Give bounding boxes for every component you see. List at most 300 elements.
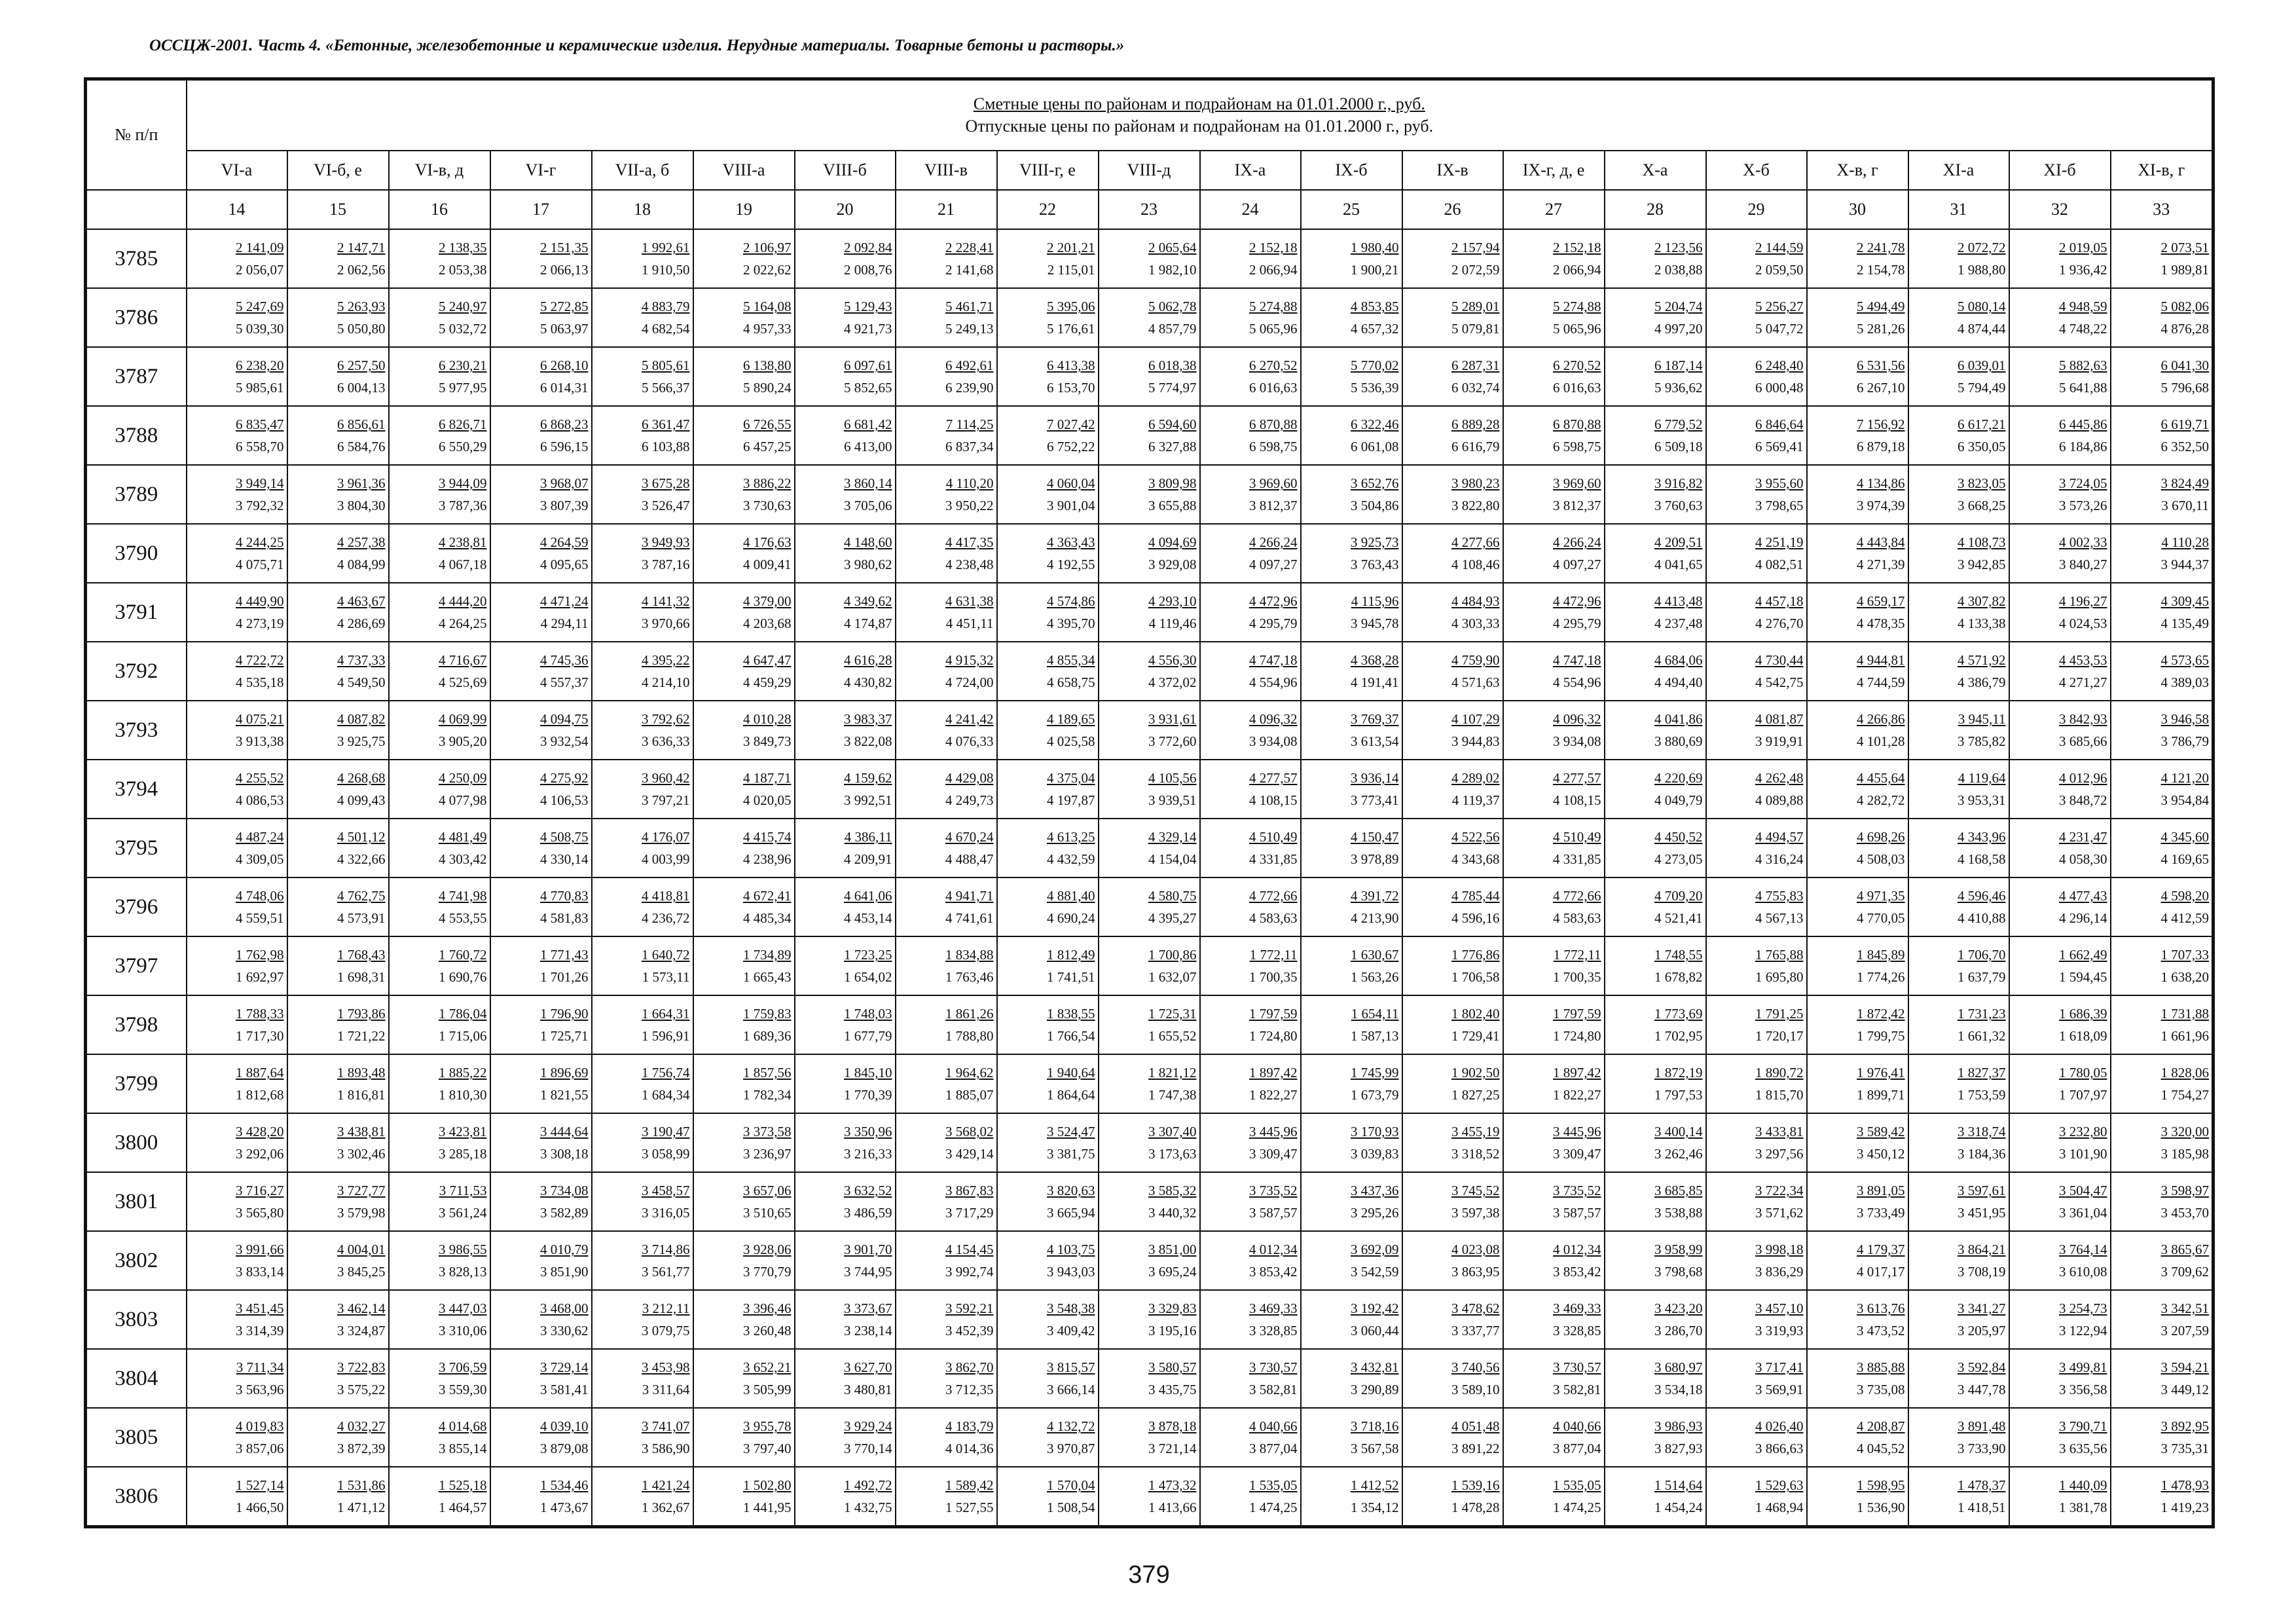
release-price: 1 721,22 xyxy=(337,1028,386,1044)
estimated-price: 3 986,55 xyxy=(439,1242,487,1257)
row-number: 3795 xyxy=(86,819,187,877)
price-cell xyxy=(389,1054,490,1113)
estimated-price: 2 152,18 xyxy=(1249,240,1298,255)
estimated-price: 3 928,06 xyxy=(743,1242,792,1257)
price-cell xyxy=(1402,406,1503,465)
release-price: 1 690,76 xyxy=(439,969,487,985)
release-price: 5 977,95 xyxy=(439,380,487,396)
release-price: 1 724,80 xyxy=(1249,1028,1298,1044)
price-cell xyxy=(1099,877,1200,936)
release-price: 3 561,77 xyxy=(642,1264,690,1280)
release-price: 6 103,88 xyxy=(642,439,690,454)
price-cell xyxy=(490,877,592,936)
estimated-price: 4 293,10 xyxy=(1148,593,1197,609)
price-cell xyxy=(693,1054,795,1113)
release-price: 4 049,79 xyxy=(1654,792,1703,808)
document-header: ОССЦЖ-2001. Часть 4. «Бетонные, железобетонные и керамические изделия. Нерудные материалы. Товарные бетоны и растворы.» xyxy=(149,37,1125,54)
price-cell xyxy=(1402,1349,1503,1408)
release-price: 5 065,96 xyxy=(1553,321,1601,337)
estimated-price: 3 718,16 xyxy=(1351,1418,1399,1434)
price-cell xyxy=(389,1408,490,1467)
release-price: 6 327,88 xyxy=(1148,439,1197,454)
table-row xyxy=(86,583,2214,642)
price-cell xyxy=(997,936,1099,995)
release-price: 1 864,64 xyxy=(1047,1087,1095,1103)
release-price: 3 992,51 xyxy=(844,792,892,808)
estimated-price: 3 597,61 xyxy=(1958,1183,2006,1198)
price-cell xyxy=(187,347,287,406)
release-price: 4 089,88 xyxy=(1755,792,1804,808)
release-price: 3 744,95 xyxy=(844,1264,892,1280)
release-price: 3 579,98 xyxy=(337,1205,386,1221)
release-price: 6 598,75 xyxy=(1249,439,1298,454)
estimated-price: 4 275,92 xyxy=(540,770,589,786)
release-price: 3 665,94 xyxy=(1047,1205,1095,1221)
release-price: 3 058,99 xyxy=(642,1146,690,1162)
estimated-price: 1 760,72 xyxy=(439,947,487,963)
estimated-price: 3 860,14 xyxy=(844,475,892,491)
price-cell xyxy=(1807,1231,1908,1290)
estimated-price: 3 504,47 xyxy=(2059,1183,2107,1198)
estimated-price: 2 152,18 xyxy=(1553,240,1601,255)
estimated-price: 4 698,26 xyxy=(1857,829,1905,845)
release-price: 3 786,79 xyxy=(2160,733,2210,749)
release-price: 3 309,47 xyxy=(1553,1146,1601,1162)
release-price: 3 575,22 xyxy=(337,1382,386,1397)
release-price: 1 822,27 xyxy=(1249,1087,1298,1103)
row-number: 3804 xyxy=(86,1349,187,1408)
price-cell xyxy=(2111,819,2214,877)
release-price: 3 877,04 xyxy=(1249,1441,1298,1456)
release-price: 6 558,70 xyxy=(236,439,284,454)
price-cell xyxy=(997,1054,1099,1113)
estimated-price: 4 631,38 xyxy=(945,593,994,609)
price-cell xyxy=(1503,347,1605,406)
release-price: 3 262,46 xyxy=(1654,1146,1703,1162)
release-price: 4 567,13 xyxy=(1755,910,1804,926)
release-price: 2 062,56 xyxy=(337,262,386,278)
estimated-price: 1 887,64 xyxy=(236,1065,284,1080)
estimated-price: 3 862,70 xyxy=(945,1359,994,1375)
release-price: 1 753,59 xyxy=(1958,1087,2006,1103)
release-price: 3 939,51 xyxy=(1148,792,1197,808)
price-cell xyxy=(1605,642,1706,701)
price-cell xyxy=(1200,288,1301,347)
price-cell xyxy=(2111,288,2214,347)
column-number: 20 xyxy=(795,190,896,229)
release-price: 4 657,32 xyxy=(1351,321,1399,337)
release-price: 4 276,70 xyxy=(1755,616,1804,631)
release-price: 4 025,58 xyxy=(1047,733,1095,749)
price-cell xyxy=(2111,347,2214,406)
estimated-price: 2 138,35 xyxy=(439,240,487,255)
price-cell xyxy=(795,701,896,760)
estimated-price: 6 726,55 xyxy=(743,416,792,432)
release-price: 4 521,41 xyxy=(1654,910,1703,926)
price-cell xyxy=(1605,1231,1706,1290)
estimated-price: 5 274,88 xyxy=(1553,299,1601,314)
release-price: 4 485,34 xyxy=(743,910,792,926)
price-cell xyxy=(896,1349,997,1408)
release-price: 3 925,75 xyxy=(337,733,386,749)
price-cell xyxy=(1908,1172,2009,1231)
price-cell xyxy=(187,288,287,347)
estimated-price: 4 105,56 xyxy=(1148,770,1197,786)
price-cell xyxy=(2009,288,2111,347)
release-price: 6 239,90 xyxy=(945,380,994,396)
release-price: 3 763,43 xyxy=(1351,557,1399,572)
price-cell xyxy=(287,760,389,819)
release-price: 1 782,34 xyxy=(743,1087,792,1103)
price-cell xyxy=(693,1467,795,1527)
release-price: 4 014,36 xyxy=(945,1441,994,1456)
price-cell xyxy=(1503,229,1605,288)
estimated-price: 3 592,84 xyxy=(1958,1359,2006,1375)
price-cell xyxy=(997,465,1099,524)
price-cell xyxy=(2111,1172,2214,1231)
district-header: VIII-в xyxy=(896,151,997,190)
release-price: 3 807,39 xyxy=(540,498,589,513)
price-cell xyxy=(997,229,1099,288)
estimated-price: 4 418,81 xyxy=(642,888,690,904)
price-cell xyxy=(187,465,287,524)
estimated-price: 4 148,60 xyxy=(844,534,892,550)
price-cell xyxy=(1706,347,1807,406)
estimated-price: 4 096,32 xyxy=(1553,711,1601,727)
estimated-price: 1 731,88 xyxy=(2160,1006,2210,1022)
estimated-price: 3 433,81 xyxy=(1755,1124,1804,1139)
price-cell xyxy=(389,406,490,465)
release-price: 1 508,54 xyxy=(1047,1500,1095,1515)
estimated-price: 4 196,27 xyxy=(2059,593,2107,609)
table-row xyxy=(86,1054,2214,1113)
price-cell xyxy=(997,1408,1099,1467)
estimated-price: 6 445,86 xyxy=(2059,416,2107,432)
release-price: 4 343,68 xyxy=(1451,851,1500,867)
release-price: 4 174,87 xyxy=(844,616,892,631)
release-price: 4 273,19 xyxy=(236,616,284,631)
price-cell xyxy=(2111,642,2214,701)
price-cell xyxy=(592,229,693,288)
column-number: 28 xyxy=(1605,190,1706,229)
estimated-price: 3 711,34 xyxy=(236,1359,284,1375)
estimated-price: 3 447,03 xyxy=(439,1301,487,1316)
release-price: 4 581,83 xyxy=(540,910,589,926)
release-price: 4 921,73 xyxy=(844,321,892,337)
estimated-price: 3 692,09 xyxy=(1351,1242,1399,1257)
release-price: 4 724,00 xyxy=(945,674,994,690)
price-cell xyxy=(592,1408,693,1467)
estimated-price: 4 039,10 xyxy=(540,1418,589,1434)
estimated-price: 1 478,93 xyxy=(2160,1477,2210,1493)
release-price: 1 724,80 xyxy=(1553,1028,1601,1044)
estimated-price: 4 329,14 xyxy=(1148,829,1197,845)
row-number: 3805 xyxy=(86,1408,187,1467)
price-cell xyxy=(1503,819,1605,877)
release-price: 1 677,79 xyxy=(844,1028,892,1044)
price-cell xyxy=(693,760,795,819)
price-cell xyxy=(592,288,693,347)
estimated-price: 4 150,47 xyxy=(1351,829,1399,845)
estimated-price: 5 272,85 xyxy=(540,299,589,314)
release-price: 4 316,24 xyxy=(1755,851,1804,867)
price-cell xyxy=(1301,760,1402,819)
price-cell xyxy=(1503,936,1605,995)
estimated-price: 4 616,28 xyxy=(844,652,892,668)
price-cell xyxy=(1706,819,1807,877)
price-cell xyxy=(1402,1113,1503,1172)
estimated-price: 4 759,90 xyxy=(1451,652,1500,668)
estimated-price: 4 107,29 xyxy=(1451,711,1500,727)
price-cell xyxy=(1200,701,1301,760)
price-cell xyxy=(2009,1290,2111,1349)
estimated-price: 6 681,42 xyxy=(844,416,892,432)
price-cell xyxy=(1605,288,1706,347)
release-price: 3 822,80 xyxy=(1451,498,1500,513)
price-cell xyxy=(693,229,795,288)
release-price: 3 538,88 xyxy=(1654,1205,1703,1221)
price-cell xyxy=(2009,1408,2111,1467)
estimated-price: 4 176,63 xyxy=(743,534,792,550)
estimated-price: 4 745,36 xyxy=(540,652,589,668)
estimated-price: 4 747,18 xyxy=(1249,652,1298,668)
estimated-price: 4 220,69 xyxy=(1654,770,1703,786)
estimated-price: 4 455,64 xyxy=(1857,770,1905,786)
estimated-price: 4 345,60 xyxy=(2160,829,2210,845)
release-price: 3 717,29 xyxy=(945,1205,994,1221)
estimated-price: 4 580,75 xyxy=(1148,888,1197,904)
price-cell xyxy=(693,819,795,877)
price-cell xyxy=(693,877,795,936)
price-cell xyxy=(592,1349,693,1408)
price-cell xyxy=(1503,760,1605,819)
release-price: 3 760,63 xyxy=(1654,498,1703,513)
estimated-price: 1 534,46 xyxy=(540,1477,589,1493)
price-cell xyxy=(287,1054,389,1113)
release-price: 1 910,50 xyxy=(642,262,690,278)
price-cell xyxy=(2009,406,2111,465)
price-cell xyxy=(2111,524,2214,583)
release-price: 3 943,03 xyxy=(1047,1264,1095,1280)
estimated-price: 3 892,95 xyxy=(2160,1418,2210,1434)
district-header: X-а xyxy=(1605,151,1706,190)
estimated-price: 3 727,77 xyxy=(337,1183,386,1198)
release-price: 3 919,91 xyxy=(1755,733,1804,749)
column-number: 25 xyxy=(1301,190,1402,229)
price-cell xyxy=(1200,347,1301,406)
estimated-price: 3 878,18 xyxy=(1148,1418,1197,1434)
estimated-price: 1 686,39 xyxy=(2059,1006,2107,1022)
estimated-price: 3 790,71 xyxy=(2059,1418,2107,1434)
estimated-price: 1 731,23 xyxy=(1958,1006,2006,1022)
release-price: 3 944,83 xyxy=(1451,733,1500,749)
release-price: 3 356,58 xyxy=(2059,1382,2107,1397)
price-cell xyxy=(1807,465,1908,524)
release-price: 5 281,26 xyxy=(1857,321,1905,337)
release-price: 3 597,38 xyxy=(1451,1205,1500,1221)
release-price: 3 712,35 xyxy=(945,1382,994,1397)
price-cell xyxy=(1706,877,1807,936)
price-cell xyxy=(1908,760,2009,819)
estimated-price: 4 094,75 xyxy=(540,711,589,727)
price-cell xyxy=(1099,465,1200,524)
column-number: 19 xyxy=(693,190,795,229)
release-price: 1 527,55 xyxy=(945,1500,994,1515)
estimated-price: 4 748,06 xyxy=(236,888,284,904)
price-cell xyxy=(1503,583,1605,642)
estimated-price: 1 440,09 xyxy=(2059,1477,2107,1493)
release-price: 6 004,13 xyxy=(337,380,386,396)
estimated-price: 4 450,52 xyxy=(1654,829,1703,845)
release-price: 3 185,98 xyxy=(2160,1146,2210,1162)
release-price: 3 236,97 xyxy=(743,1146,792,1162)
price-cell xyxy=(1807,1113,1908,1172)
estimated-price: 1 776,86 xyxy=(1451,947,1500,963)
estimated-price: 1 992,61 xyxy=(642,240,690,255)
district-header: VIII-а xyxy=(693,151,795,190)
release-price: 3 709,62 xyxy=(2160,1264,2210,1280)
price-cell xyxy=(693,936,795,995)
price-cell xyxy=(1605,1054,1706,1113)
price-cell xyxy=(1301,1054,1402,1113)
estimated-price: 3 823,05 xyxy=(1958,475,2006,491)
release-price: 1 419,23 xyxy=(2160,1500,2210,1515)
price-cell xyxy=(896,406,997,465)
price-cell xyxy=(1807,406,1908,465)
price-cell xyxy=(1807,1408,1908,1467)
price-cell xyxy=(1503,1113,1605,1172)
release-price: 3 635,56 xyxy=(2059,1441,2107,1456)
release-price: 4 075,71 xyxy=(236,557,284,572)
release-price: 6 016,63 xyxy=(1249,380,1298,396)
price-cell xyxy=(2111,1349,2214,1408)
estimated-price: 6 270,52 xyxy=(1249,358,1298,373)
estimated-price: 3 949,93 xyxy=(642,534,690,550)
table-row xyxy=(86,465,2214,524)
release-price: 1 638,20 xyxy=(2160,969,2210,985)
estimated-price: 3 980,23 xyxy=(1451,475,1500,491)
estimated-price: 4 277,57 xyxy=(1553,770,1601,786)
price-cell xyxy=(287,701,389,760)
price-cell xyxy=(1807,347,1908,406)
estimated-price: 1 725,31 xyxy=(1148,1006,1197,1022)
price-cell xyxy=(1099,1054,1200,1113)
release-price: 1 707,97 xyxy=(2059,1087,2107,1103)
price-cell xyxy=(1706,524,1807,583)
price-cell xyxy=(1706,1231,1807,1290)
price-cell xyxy=(592,1113,693,1172)
release-price: 4 058,30 xyxy=(2059,851,2107,867)
price-cell xyxy=(1402,995,1503,1054)
price-cell xyxy=(1706,288,1807,347)
release-price: 5 039,30 xyxy=(236,321,284,337)
price-cell xyxy=(1402,877,1503,936)
price-cell xyxy=(1200,1113,1301,1172)
estimated-price: 4 386,11 xyxy=(844,829,892,845)
price-cell xyxy=(1605,1408,1706,1467)
column-number: 33 xyxy=(2111,190,2214,229)
price-cell xyxy=(287,819,389,877)
price-cell xyxy=(389,347,490,406)
estimated-price: 4 481,49 xyxy=(439,829,487,845)
estimated-price: 2 147,71 xyxy=(337,240,386,255)
release-price: 4 488,47 xyxy=(945,851,994,867)
price-cell xyxy=(896,1172,997,1231)
estimated-price: 4 487,24 xyxy=(236,829,284,845)
estimated-price: 4 463,67 xyxy=(337,593,386,609)
release-price: 1 702,95 xyxy=(1654,1028,1703,1044)
estimated-price: 6 248,40 xyxy=(1755,358,1804,373)
release-price: 4 295,79 xyxy=(1553,616,1601,631)
estimated-price: 3 867,83 xyxy=(945,1183,994,1198)
release-price: 3 569,91 xyxy=(1755,1382,1804,1397)
price-cell xyxy=(389,1349,490,1408)
release-price: 3 685,66 xyxy=(2059,733,2107,749)
estimated-price: 4 277,66 xyxy=(1451,534,1500,550)
estimated-price: 4 176,07 xyxy=(642,829,690,845)
estimated-price: 4 915,32 xyxy=(945,652,994,668)
release-price: 3 950,22 xyxy=(945,498,994,513)
estimated-price: 4 268,68 xyxy=(337,770,386,786)
estimated-price: 3 548,38 xyxy=(1047,1301,1095,1316)
column-number: 14 xyxy=(187,190,287,229)
release-price: 4 322,66 xyxy=(337,851,386,867)
price-cell xyxy=(187,936,287,995)
estimated-price: 4 241,42 xyxy=(945,711,994,727)
release-price: 1 822,27 xyxy=(1553,1087,1601,1103)
caption-release-prices: Отпускные цены по районам и подрайонам на 01.01.2000 г., руб. xyxy=(965,117,1434,136)
release-price: 1 827,25 xyxy=(1451,1087,1500,1103)
price-cell xyxy=(490,288,592,347)
table-row xyxy=(86,1290,2214,1349)
price-cell xyxy=(997,288,1099,347)
price-cell xyxy=(1200,760,1301,819)
estimated-price: 4 179,37 xyxy=(1857,1242,1905,1257)
release-price: 4 024,53 xyxy=(2059,616,2107,631)
release-price: 2 038,88 xyxy=(1654,262,1703,278)
price-cell xyxy=(389,760,490,819)
release-price: 3 302,46 xyxy=(337,1146,386,1162)
release-price: 6 032,74 xyxy=(1451,380,1500,396)
release-price: 1 885,07 xyxy=(945,1087,994,1103)
release-price: 3 473,52 xyxy=(1857,1323,1905,1338)
price-cell xyxy=(1706,995,1807,1054)
release-price: 3 797,40 xyxy=(743,1441,792,1456)
price-cell xyxy=(592,936,693,995)
price-cell xyxy=(592,995,693,1054)
price-cell xyxy=(2009,1349,2111,1408)
price-cell xyxy=(1402,1467,1503,1527)
estimated-price: 1 748,03 xyxy=(844,1006,892,1022)
estimated-price: 3 594,21 xyxy=(2160,1359,2210,1375)
estimated-price: 3 613,76 xyxy=(1857,1301,1905,1316)
release-price: 3 792,32 xyxy=(236,498,284,513)
price-cell xyxy=(1402,583,1503,642)
price-cell xyxy=(1605,936,1706,995)
estimated-price: 4 012,34 xyxy=(1249,1242,1298,1257)
release-price: 3 849,73 xyxy=(743,733,792,749)
release-price: 6 752,22 xyxy=(1047,439,1095,454)
release-price: 4 535,18 xyxy=(236,674,284,690)
release-price: 4 557,37 xyxy=(540,674,589,690)
release-price: 3 877,04 xyxy=(1553,1441,1601,1456)
release-price: 5 536,39 xyxy=(1351,380,1399,396)
estimated-price: 3 729,14 xyxy=(540,1359,589,1375)
release-price: 4 549,50 xyxy=(337,674,386,690)
price-cell xyxy=(1200,1290,1301,1349)
price-cell xyxy=(1706,229,1807,288)
table-row xyxy=(86,1408,2214,1467)
